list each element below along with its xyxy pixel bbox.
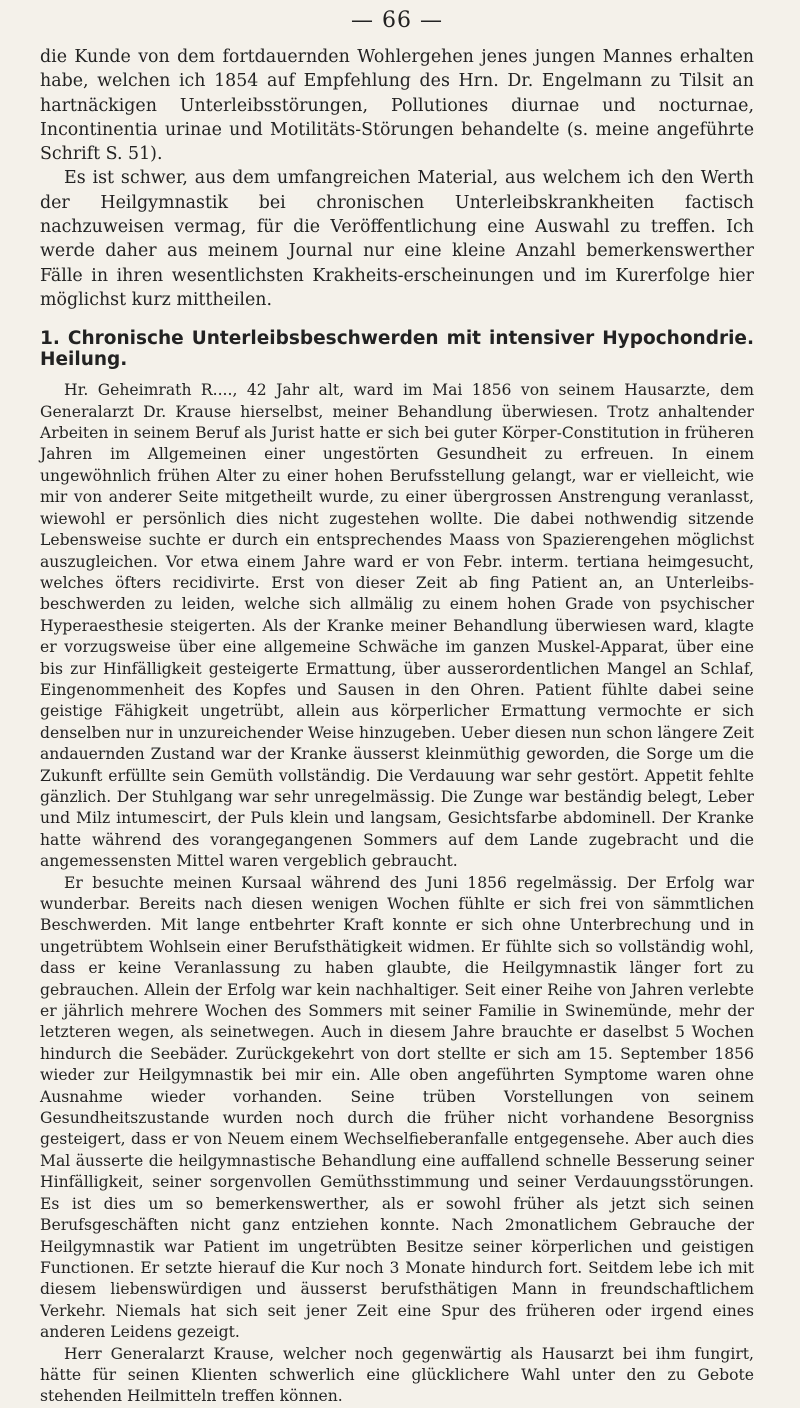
section-heading: 1. Chronische Unterleibsbeschwerden mit intensiver Hypochondrie. Heilung. <box>40 328 754 371</box>
intro-text <box>40 45 754 312</box>
paragraph: die Kunde von dem fortdauernden Wohlergehen jenes jungen Mannes erhalten habe, welchen ich 1854 auf Empfehlung des Hrn. Dr. Engelmann zu Tilsit an hartnäckigen Unterleibsstörungen, Pollutiones diurnae und nocturnae, Incontinentia urinae und Motilitäts-Störungen behandelte (s. meine angeführte Schrift S. 51). <box>40 47 754 165</box>
page-number: — 66 — <box>351 8 443 33</box>
paragraph: Hr. Geheimrath R...., 42 Jahr alt, ward im Mai 1856 von seinem Hausarzte, dem Generalarzt Dr. Krause hierselbst, meiner Behandlung überwiesen. Trotz anhaltender Arbeiten in seinem Beruf als Jurist hatte er sich bei guter Körper-Constitution in früheren Jahren im Allgemeinen einer ungestörten Gesundheit zu erfreuen. In einem ungewöhnlich frühen Alter zu einer hohen Berufsstellung gelangt, war er vielleicht, wie mir von anderer Seite mitgetheilt wurde, zu einer übergrossen Anstrengung veranlasst, wiewohl er persönlich dies nicht zugestehen wollte. Die dabei nothwendig sitzende Lebensweise suchte er durch ein entsprechendes Maass von Spazierengehen möglichst auszugleichen. Vor etwa einem Jahre ward er von Febr. interm. tertiana heimgesucht, welches öfters recidivirte. Erst von dieser Zeit ab fing Patient an, an Unterleibs-beschwerden zu leiden, welche sich allmälig zu einem hohen Grade von psychischer Hyperaesthesie steigerten. Als der Kranke meiner Behandlung überwiesen ward, klagte er vorzugsweise über eine allgemeine Schwäche im ganzen Muskel-Apparat, über eine bis zur Hinfälligkeit gesteigerte Ermattung, über ausserordentlichen Mangel an Schlaf, Eingenommenheit des Kopfes und Sausen in den Ohren. Patient fühlte dabei seine geistige Fähigkeit ungetrübt, allein aus körperlicher Ermattung vermochte er sich denselben nur in unzureichender Weise hinzugeben. Ueber diesen nun schon längere Zeit andauernden Zustand war der Kranke äusserst kleinmüthig geworden, die Sorge um die Zukunft erfüllte sein Gemüth vollständig. Die Verdauung war sehr gestört. Appetit fehlte gänzlich. Der Stuhlgang war sehr unregelmässig. Die Zunge war beständig belegt, Leber und Milz intumescirt, der Puls klein und langsam, Gesichtsfarbe abdominell. Der Kranke hatte während des vorangegangenen Sommers auf dem Lande zugebracht und die angemessensten Mittel waren vergeblich gebraucht. <box>40 381 754 871</box>
paragraph: Es ist schwer, aus dem umfangreichen Material, aus welchem ich den Werth der Heilgymnastik bei chronischen Unterleibskrankheiten factisch nachzuweisen vermag, für die Veröffentlichung eine Auswahl zu treffen. Ich werde daher aus meinem Journal nur eine kleine Anzahl bemerkenswerther Fälle in ihren wesentlichsten Krakheits-erscheinungen und im Kurerfolge hier möglichst kurz mittheilen. <box>40 168 754 310</box>
case-report <box>40 380 754 1408</box>
paragraph: Er besuchte meinen Kursaal während des Juni 1856 regelmässig. Der Erfolg war wunderbar. Bereits nach diesen wenigen Wochen fühlte er sich frei von sämmtlichen Beschwerden. Mit lange entbehrter Kraft konnte er sich ohne Unterbrechung und in ungetrübtem Wohlsein einer Berufsthätigkeit widmen. Er fühlte sich so vollständig wohl, dass er keine Veranlassung zu haben glaubte, die Heilgymnastik länger fort zu gebrauchen. Allein der Erfolg war kein nachhaltiger. Seit einer Reihe von Jahren verlebte er jährlich mehrere Wochen des Sommers mit seiner Familie in Swinemünde, mehr der letzteren wegen, als seinetwegen. Auch in diesem Jahre brauchte er daselbst 5 Wochen hindurch die Seebäder. Zurückgekehrt von dort stellte er sich am 15. September 1856 wieder zur Heilgymnastik bei mir ein. Alle oben angeführten Symptome waren ohne Ausnahme wieder vorhanden. Seine trüben Vorstellungen von seinem Gesundheitszustande wurden noch durch die früher nicht vorhandene Besorgniss gesteigert, dass er von Neuem einem Wechselfieberanfalle entgegensehe. Aber auch dies Mal äusserte die heilgymnastische Behandlung eine auffallend schnelle Besserung seiner Hinfälligkeit, seiner sorgenvollen Gemüthsstimmung und seiner Verdauungsstörungen. Es ist dies um so bemerkenswerther, als er sowohl früher als jetzt sich seinen Berufsgeschäften nicht ganz entziehen konnte. Nach 2monatlichem Gebrauche der Heilgymnastik war Patient im ungetrübten Besitze seiner körperlichen und geistigen Functionen. Er setzte hierauf die Kur noch 3 Monate hindurch fort. Seitdem lebe ich mit diesem liebenswürdigen und äusserst berufsthätigen Mann in freundschaftlichem Verkehr. Niemals hat sich seit jener Zeit eine Spur des früheren oder irgend eines anderen Leidens gezeigt. <box>40 873 754 1342</box>
paragraph: Herr Generalarzt Krause, welcher noch gegenwärtig als Hausarzt bei ihm fungirt, hätte für seinen Klienten schwerlich eine glücklichere Wahl unter den zu Gebote stehenden Heilmitteln treffen können. <box>40 1344 754 1406</box>
